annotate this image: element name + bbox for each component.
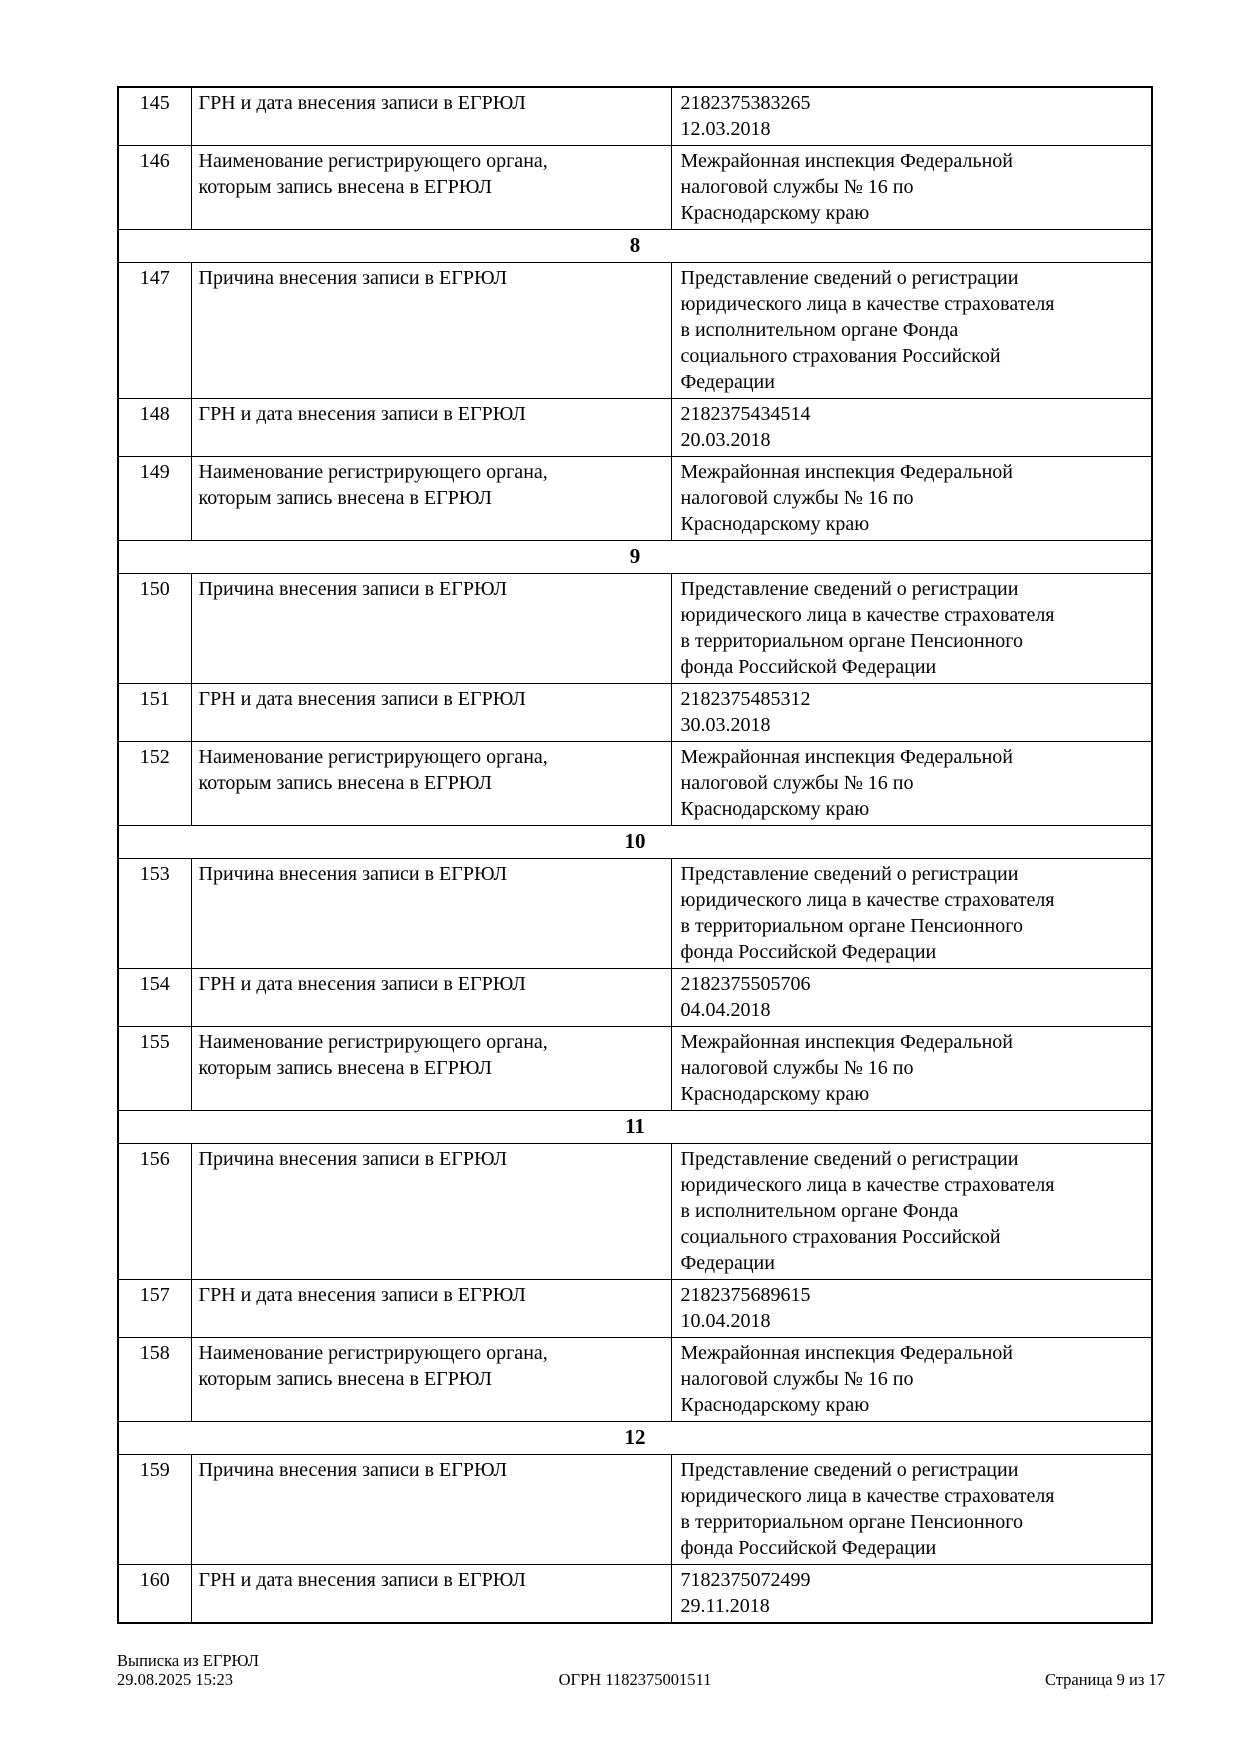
row-value: Представление сведений о регистрации юридического лица в качестве страхователя в исполнительном органе Фонда социального страхования Российской Федерации xyxy=(671,1144,1152,1280)
row-label: ГРН и дата внесения записи в ЕГРЮЛ xyxy=(191,399,671,457)
table-row xyxy=(118,742,1152,826)
row-value: 2182375689615 10.04.2018 xyxy=(671,1280,1152,1338)
row-number: 151 xyxy=(118,684,191,742)
row-value: Межрайонная инспекция Федеральной налоговой службы № 16 по Краснодарскому краю xyxy=(671,1027,1152,1111)
section-number: 11 xyxy=(118,1111,1152,1144)
row-number: 152 xyxy=(118,742,191,826)
row-label: Причина внесения записи в ЕГРЮЛ xyxy=(191,1144,671,1280)
row-label: Причина внесения записи в ЕГРЮЛ xyxy=(191,859,671,969)
row-number: 153 xyxy=(118,859,191,969)
row-number: 148 xyxy=(118,399,191,457)
section-row xyxy=(118,1111,1152,1144)
table-row xyxy=(118,684,1152,742)
table-row xyxy=(118,146,1152,230)
table-row xyxy=(118,87,1152,146)
table-row xyxy=(118,1144,1152,1280)
table-row xyxy=(118,1338,1152,1422)
row-number: 160 xyxy=(118,1565,191,1624)
table-row xyxy=(118,1027,1152,1111)
row-value: 2182375434514 20.03.2018 xyxy=(671,399,1152,457)
row-number: 154 xyxy=(118,969,191,1027)
table-row xyxy=(118,859,1152,969)
table-row xyxy=(118,574,1152,684)
section-row xyxy=(118,826,1152,859)
section-row xyxy=(118,230,1152,263)
row-label: Причина внесения записи в ЕГРЮЛ xyxy=(191,263,671,399)
row-value: Представление сведений о регистрации юридического лица в качестве страхователя в территориальном органе Пенсионного фонда Российской Федерации xyxy=(671,574,1152,684)
row-value: Представление сведений о регистрации юридического лица в качестве страхователя в территориальном органе Пенсионного фонда Российской Федерации xyxy=(671,859,1152,969)
footer-page-number: Страница 9 из 17 xyxy=(1044,1670,1165,1689)
row-label: Причина внесения записи в ЕГРЮЛ xyxy=(191,1455,671,1565)
table-row xyxy=(118,969,1152,1027)
section-row xyxy=(118,1422,1152,1455)
footer-doc-type: Выписка из ЕГРЮЛ xyxy=(117,1651,259,1670)
section-row xyxy=(118,541,1152,574)
row-label: ГРН и дата внесения записи в ЕГРЮЛ xyxy=(191,684,671,742)
row-value: 2182375383265 12.03.2018 xyxy=(671,87,1152,146)
table-row xyxy=(118,1455,1152,1565)
row-value: Представление сведений о регистрации юридического лица в качестве страхователя в исполнительном органе Фонда социального страхования Российской Федерации xyxy=(671,263,1152,399)
row-value: Межрайонная инспекция Федеральной налоговой службы № 16 по Краснодарскому краю xyxy=(671,457,1152,541)
egrul-table-body xyxy=(118,87,1152,1623)
section-number: 9 xyxy=(118,541,1152,574)
row-value: Межрайонная инспекция Федеральной налоговой службы № 16 по Краснодарскому краю xyxy=(671,1338,1152,1422)
row-number: 158 xyxy=(118,1338,191,1422)
row-value: Представление сведений о регистрации юридического лица в качестве страхователя в территориальном органе Пенсионного фонда Российской Федерации xyxy=(671,1455,1152,1565)
row-value: 2182375485312 30.03.2018 xyxy=(671,684,1152,742)
row-value: Межрайонная инспекция Федеральной налоговой службы № 16 по Краснодарскому краю xyxy=(671,742,1152,826)
footer-ogrn: ОГРН 1182375001511 xyxy=(558,1670,712,1689)
row-label: Наименование регистрирующего органа, которым запись внесена в ЕГРЮЛ xyxy=(191,1338,671,1422)
row-label: Причина внесения записи в ЕГРЮЛ xyxy=(191,574,671,684)
row-number: 156 xyxy=(118,1144,191,1280)
table-row xyxy=(118,1280,1152,1338)
egrul-records-table xyxy=(117,86,1153,1624)
table-row xyxy=(118,1565,1152,1624)
table-row xyxy=(118,399,1152,457)
row-number: 150 xyxy=(118,574,191,684)
row-number: 147 xyxy=(118,263,191,399)
row-label: ГРН и дата внесения записи в ЕГРЮЛ xyxy=(191,1565,671,1624)
row-value: Межрайонная инспекция Федеральной налоговой службы № 16 по Краснодарскому краю xyxy=(671,146,1152,230)
table-row xyxy=(118,457,1152,541)
row-number: 146 xyxy=(118,146,191,230)
row-value: 7182375072499 29.11.2018 xyxy=(671,1565,1152,1624)
row-label: Наименование регистрирующего органа, которым запись внесена в ЕГРЮЛ xyxy=(191,146,671,230)
section-number: 12 xyxy=(118,1422,1152,1455)
row-label: ГРН и дата внесения записи в ЕГРЮЛ xyxy=(191,969,671,1027)
row-number: 157 xyxy=(118,1280,191,1338)
row-number: 159 xyxy=(118,1455,191,1565)
row-number: 155 xyxy=(118,1027,191,1111)
row-label: Наименование регистрирующего органа, которым запись внесена в ЕГРЮЛ xyxy=(191,1027,671,1111)
table-row xyxy=(118,263,1152,399)
row-label: ГРН и дата внесения записи в ЕГРЮЛ xyxy=(191,1280,671,1338)
section-number: 8 xyxy=(118,230,1152,263)
row-number: 149 xyxy=(118,457,191,541)
row-number: 145 xyxy=(118,87,191,146)
footer-generated-datetime: 29.08.2025 15:23 xyxy=(117,1670,233,1689)
section-number: 10 xyxy=(118,826,1152,859)
row-value: 2182375505706 04.04.2018 xyxy=(671,969,1152,1027)
row-label: Наименование регистрирующего органа, которым запись внесена в ЕГРЮЛ xyxy=(191,742,671,826)
row-label: Наименование регистрирующего органа, которым запись внесена в ЕГРЮЛ xyxy=(191,457,671,541)
row-label: ГРН и дата внесения записи в ЕГРЮЛ xyxy=(191,87,671,146)
